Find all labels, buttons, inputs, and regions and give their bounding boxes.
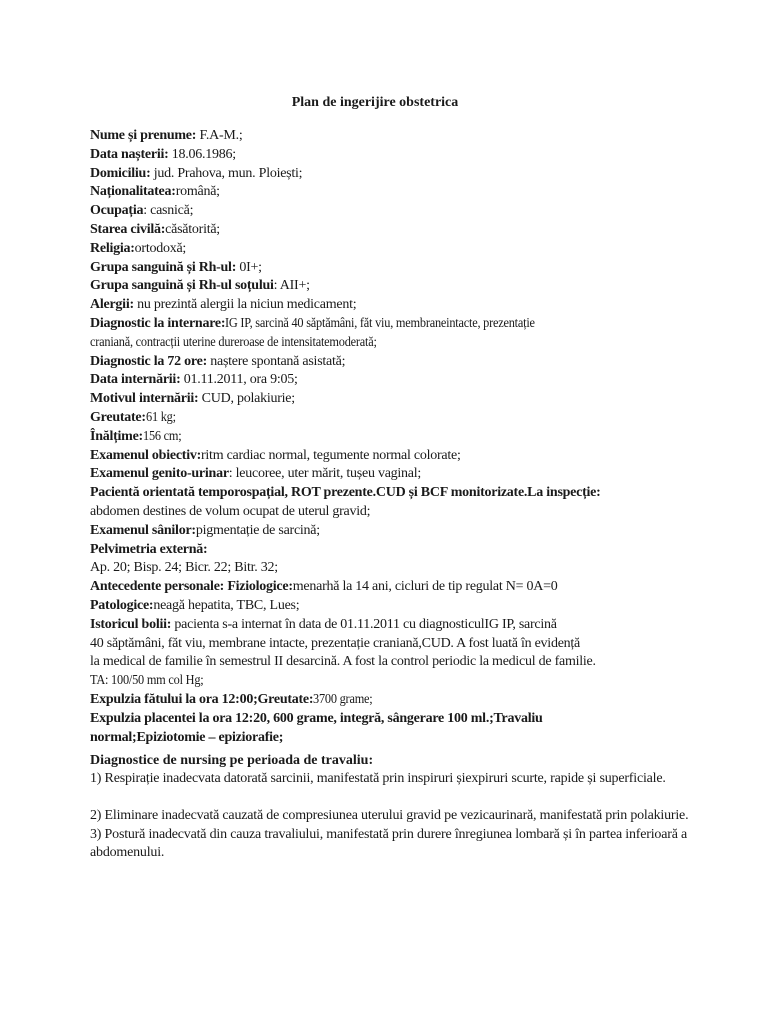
- field-fetus-expulsion: Expulzia fătului la ora 12:00;Greutate:3700 grame;: [90, 691, 373, 707]
- field-blood-pressure: TA: 100/50 mm col Hg;: [90, 673, 204, 689]
- nursing-diagnoses: [90, 751, 690, 863]
- field-admission-reason: Motivul internării: CUD, polakiurie;: [90, 391, 295, 407]
- field-inspection: abdomen destines de volum ocupat de uterul gravid;: [90, 503, 371, 519]
- field-pelvimetry-label: Pelvimetria externă:: [90, 541, 208, 557]
- field-disease-history-cont-1: 40 săptămâni, făt viu, membrane intacte, prezentație craniană,CUD. A fost luată în evidență: [90, 635, 581, 651]
- field-72h-diagnosis: Diagnostic la 72 ore: naștere spontană asistată;: [90, 353, 346, 369]
- nursing-item: 2) Eliminare inadecvată cauzată de compresiunea uterului gravid pe vezicaurinară, manifestată prin polakiurie.: [90, 807, 689, 823]
- nursing-item: 1) Respirație inadecvata datorată sarcinii, manifestată prin inspiruri șiexpiruri scurte, rapide și superficiale.: [90, 771, 666, 786]
- field-name: Nume și prenume: F.A-M.;: [90, 128, 243, 143]
- field-blood-group: Grupa sanguină și Rh-ul: 0I+;: [90, 259, 262, 275]
- field-admission-date: Data internării: 01.11.2011, ora 9:05;: [90, 372, 298, 388]
- field-height: Înălțime:156 cm;: [90, 428, 182, 444]
- nursing-item: 3) Postură inadecvată din cauza travaliului, manifestată prin durere înregiunea lombară și în partea inferioară a abdomenului.: [90, 826, 688, 861]
- paragraph-gap: [90, 789, 690, 807]
- nursing-heading: Diagnostice de nursing pe perioada de travaliu:: [90, 753, 374, 768]
- field-pelvimetry-values: Ap. 20; Bisp. 24; Bicr. 22; Bitr. 32;: [90, 560, 278, 576]
- field-spouse-blood-group: Grupa sanguină și Rh-ul soțului: AII+;: [90, 278, 310, 294]
- field-allergies: Alergii: nu prezintă alergii la niciun medicament;: [90, 297, 357, 313]
- field-civil-status: Starea civilă:căsătorită;: [90, 221, 220, 237]
- field-personal-history: Antecedente personale: Fiziologice:menarhă la 14 ani, cicluri de tip regulat N= 0A=0: [90, 579, 558, 595]
- field-birth-date: Data nașterii: 18.06.1986;: [90, 146, 236, 162]
- field-placenta-expulsion: Expulzia placentei la ora 12:20, 600 grame, integră, sângerare 100 ml.;Travaliu: [90, 710, 543, 726]
- field-objective-exam: Examenul obiectiv:ritm cardiac normal, tegumente normal colorate;: [90, 447, 461, 463]
- field-pathologic: Patologice:neagă hepatita, TBC, Lues;: [90, 597, 300, 613]
- field-labor-normal: normal;Epiziotomie – epiziorafie;: [90, 729, 284, 745]
- field-admission-diagnosis: Diagnostic la internare:IG IP, sarcină 40 săptămâni, făt viu, membraneintacte, prezentație: [90, 315, 536, 331]
- field-weight: Greutate:61 kg;: [90, 409, 176, 425]
- field-occupation: Ocupația: casnică;: [90, 203, 194, 219]
- field-disease-history-cont-2: la medical de familie în semestrul II desarcină. A fost la control periodic la medicul de familie.: [90, 654, 596, 670]
- field-breast-exam: Examenul sânilor:pigmentație de sarcină;: [90, 522, 320, 538]
- field-nationality: Naționalitatea:română;: [90, 184, 220, 200]
- field-genito-urinary-exam: Examenul genito-urinar: leucoree, uter mărit, tușeu vaginal;: [90, 466, 422, 482]
- field-domicile: Domiciliu: jud. Prahova, mun. Ploiești;: [90, 165, 303, 181]
- patient-data: [90, 127, 690, 747]
- field-admission-diagnosis-cont: craniană, contracții uterine dureroase de intensitatemoderată;: [90, 334, 377, 350]
- field-disease-history: Istoricul bolii: pacienta s-a internat în data de 01.11.2011 cu diagnosticulIG IP, sarcină: [90, 616, 557, 632]
- field-religion: Religia:ortodoxă;: [90, 240, 187, 256]
- page-title: Plan de ingerijire obstetrica: [291, 95, 459, 110]
- field-patient-status: Pacientă orientată temporospațial, ROT prezente.CUD și BCF monitorizate.La inspecție:: [90, 485, 601, 501]
